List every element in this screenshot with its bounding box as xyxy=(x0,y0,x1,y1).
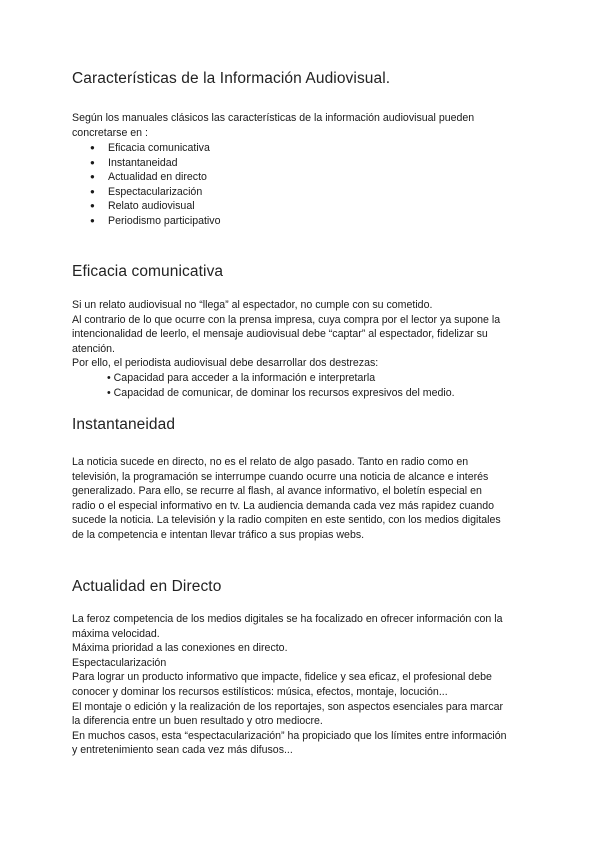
text-line: máxima velocidad. xyxy=(72,627,160,640)
text-line: radio o el especial informativo en tv. La audiencia demanda cada vez más rapidez cuando xyxy=(72,499,495,512)
text-line: Para lograr un producto informativo que impacte, fidelice y sea eficaz, el profesional debe xyxy=(72,671,492,684)
text-line: Al contrario de lo que ocurre con la prensa impresa, cuya compra por el lector ya supone la xyxy=(72,313,501,326)
list-item: ● Periodismo participativo xyxy=(72,214,220,229)
list-item: • Capacidad para acceder a la información e interpretarla xyxy=(107,372,376,384)
list-item: ● Actualidad en directo xyxy=(72,170,220,185)
text-line: generalizado. Para ello, se recurre al flash, al avance informativo, el boletín especial en xyxy=(72,485,482,498)
list-item: • Capacidad de comunicar, de dominar los recursos expresivos del medio. xyxy=(107,386,455,399)
list-item: ● Espectacularización xyxy=(72,185,220,200)
text-line: sucede la noticia. La televisión y la radio compiten en este sentido, con los medios digitales xyxy=(72,514,501,527)
text-line: Espectacularización xyxy=(72,656,167,669)
text-line: Por ello, el periodista audiovisual debe desarrollar dos destrezas: xyxy=(72,357,379,370)
text-line: concretarse en : xyxy=(72,126,148,139)
skills-list xyxy=(107,371,455,400)
text-line: intencionalidad de leerlo, el mensaje audiovisual debe “captar” al espectador, fidelizar su xyxy=(72,328,488,341)
actualidad-paragraph xyxy=(72,612,532,758)
text-line: la diferencia entre un buen resultado y otro mediocre. xyxy=(72,715,323,728)
text-line: atención. xyxy=(72,342,115,355)
text-line: El montaje o edición y la realización de los reportajes, son aspectos esenciales para marcar xyxy=(72,700,504,713)
text-line: conocer y dominar los recursos estilísticos: música, efectos, montaje, locución... xyxy=(72,685,448,698)
text-line: televisión, la programación se interrumpe cuando ocurre una noticia de alcance e interés xyxy=(72,470,489,483)
instantaneidad-paragraph xyxy=(72,455,532,543)
section-title-caracteristicas: Características de la Información Audiovisual. xyxy=(72,70,391,87)
section-title-instantaneidad: Instantaneidad xyxy=(72,416,176,433)
text-line: Según los manuales clásicos las características de la información audiovisual pueden xyxy=(72,112,475,124)
text-line: Máxima prioridad a las conexiones en directo. xyxy=(72,642,288,655)
list-item: ● Relato audiovisual xyxy=(72,199,220,214)
section-title-actualidad: Actualidad en Directo xyxy=(72,578,222,595)
list-item: ● Eficacia comunicativa xyxy=(72,141,220,156)
text-line: de la competencia e intentan llevar tráfico a sus propias webs. xyxy=(72,528,365,541)
text-line: La noticia sucede en directo, no es el relato de algo pasado. Tanto en radio como en xyxy=(72,456,469,468)
text-line: La feroz competencia de los medios digitales se ha focalizado en ofrecer información con la xyxy=(72,613,503,625)
eficacia-paragraph xyxy=(72,298,532,371)
text-line: y entretenimiento sean cada vez más difusos... xyxy=(72,744,293,757)
section-title-eficacia: Eficacia comunicativa xyxy=(72,263,224,280)
text-line: En muchos casos, esta “espectacularización” ha propiciado que los límites entre información xyxy=(72,729,507,742)
intro-paragraph xyxy=(72,111,532,140)
list-item: ● Instantaneidad xyxy=(72,156,220,171)
text-line: Si un relato audiovisual no “llega” al espectador, no cumple con su cometido. xyxy=(72,299,433,311)
characteristics-list xyxy=(72,141,220,229)
